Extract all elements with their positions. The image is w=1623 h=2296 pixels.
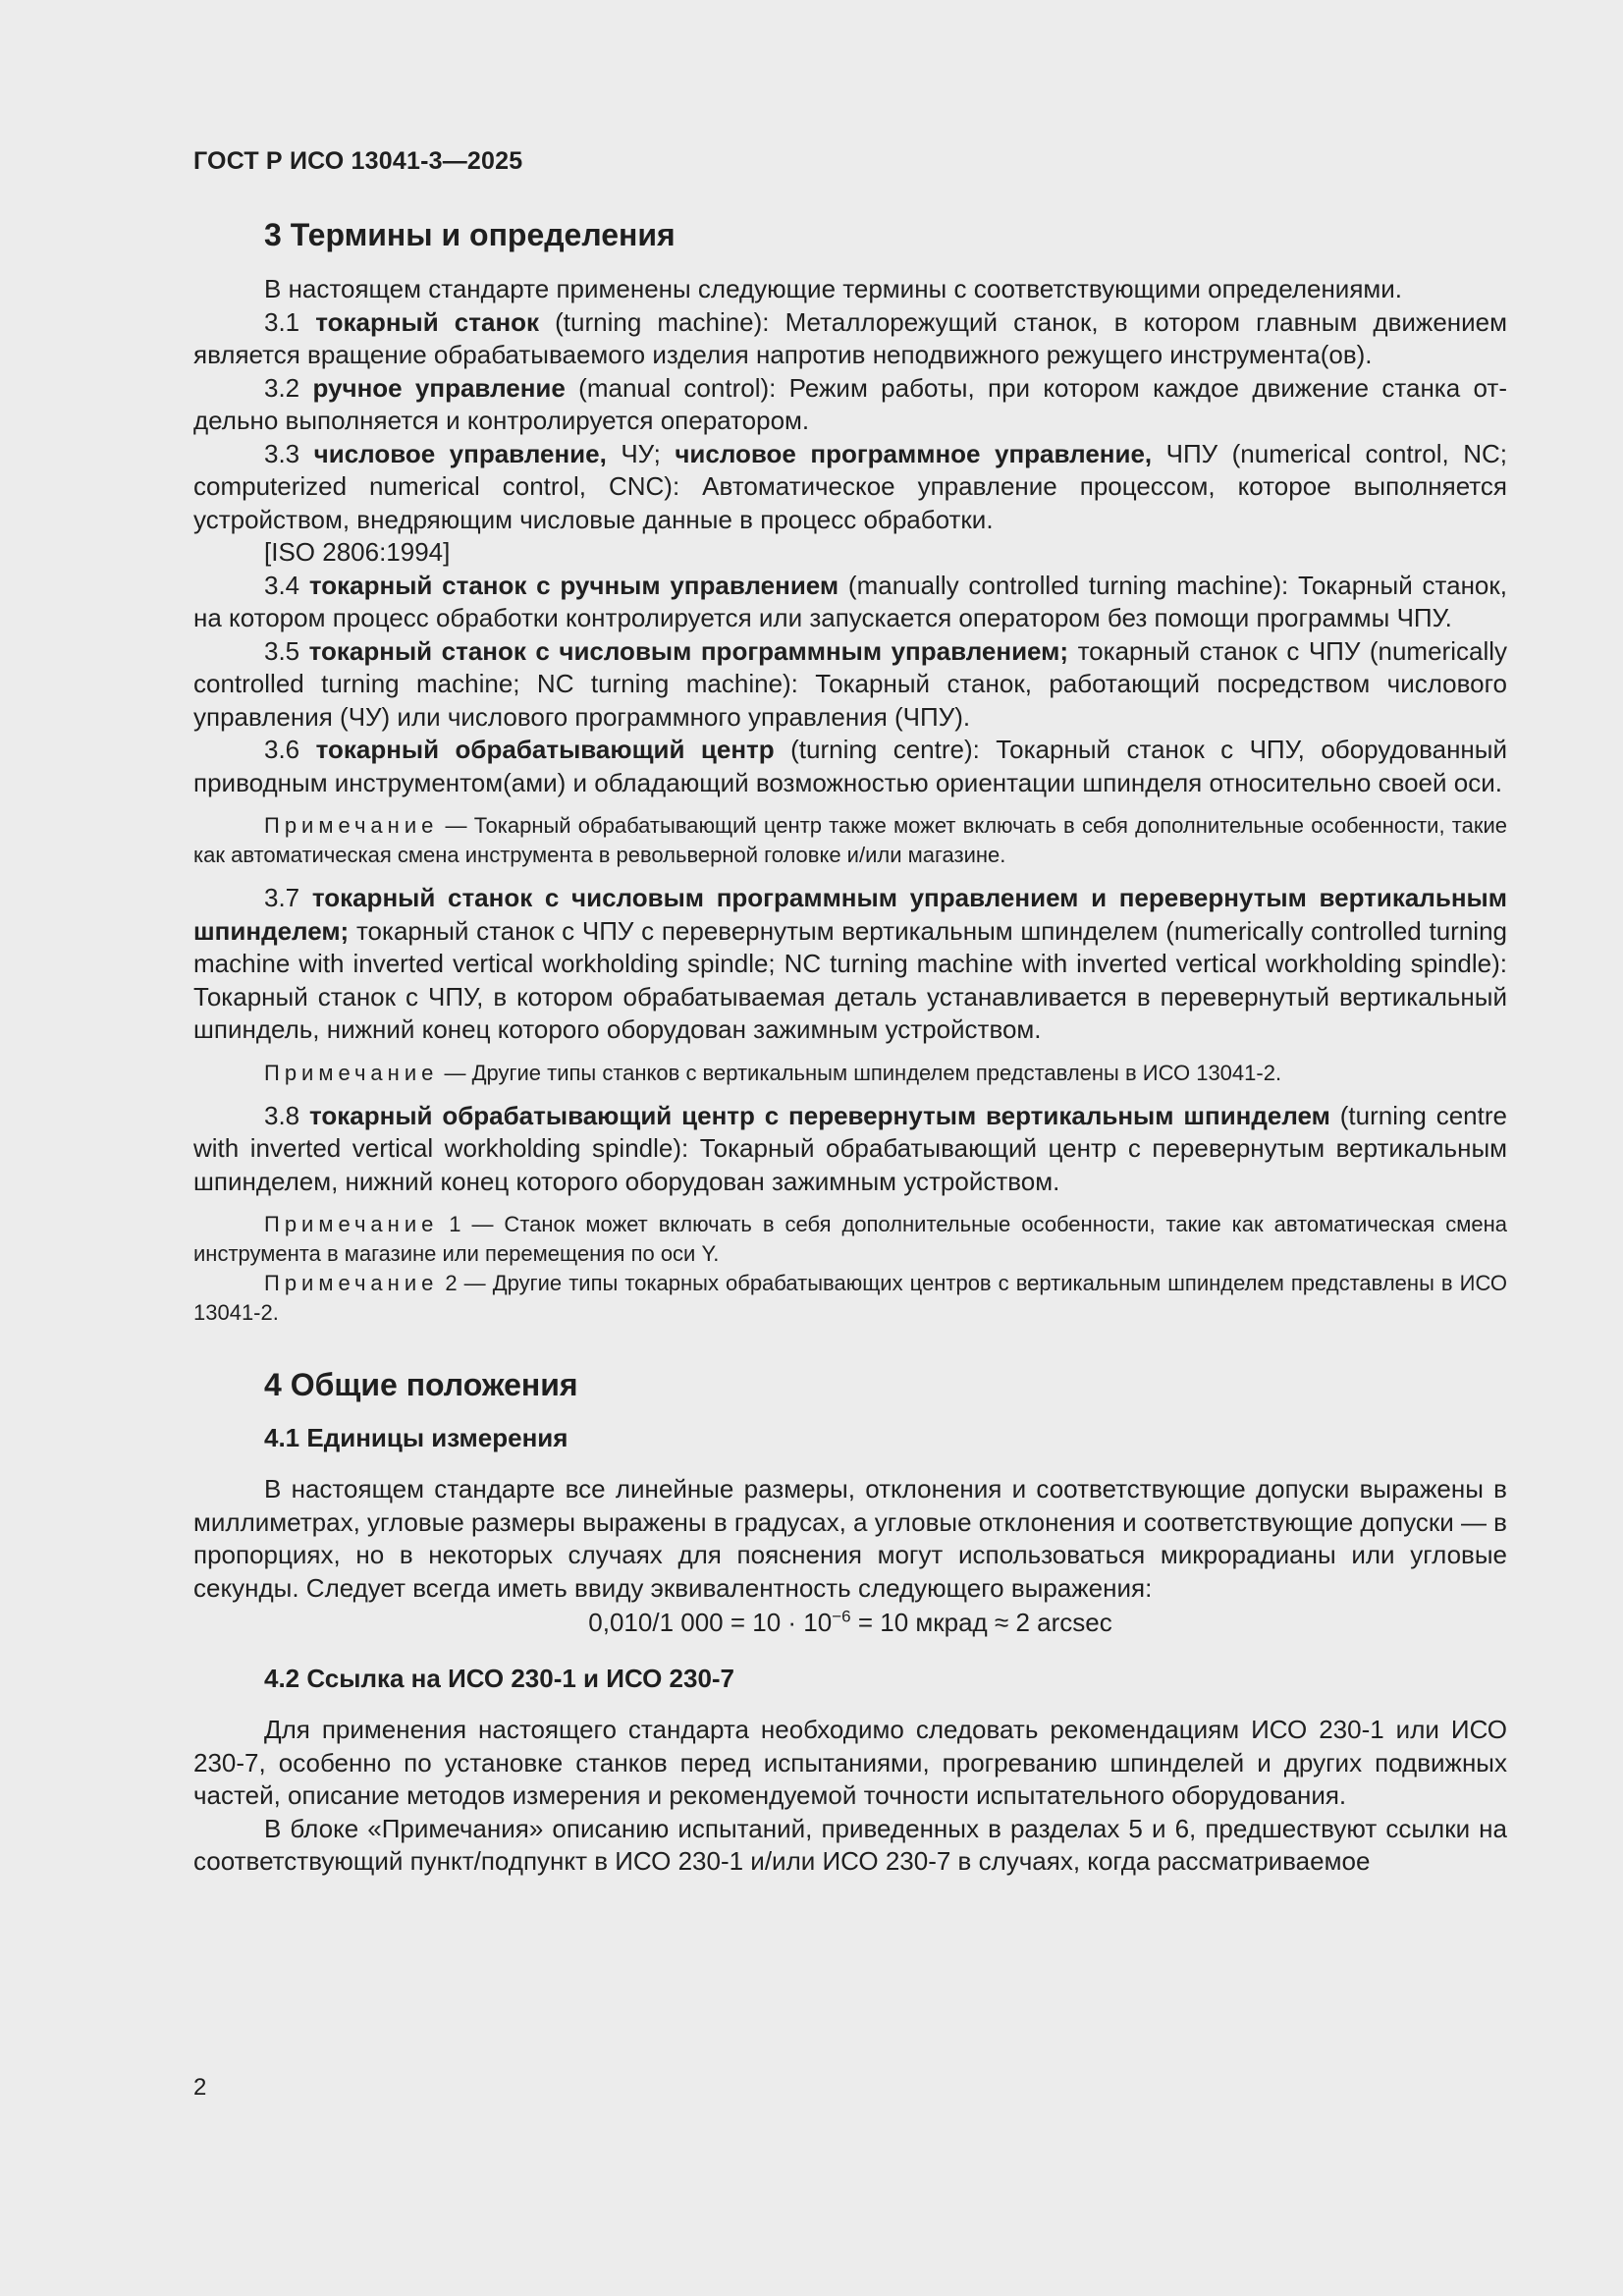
term-name: токарный станок с числовым программным управлением и перевернутым вертикальным шпинделем; [193, 883, 1507, 946]
term-name: числовое управление, [313, 438, 607, 468]
subsection-4-2-heading: 4.2 Ссылка на ИСО 230-1 и ИСО 230-7 [264, 1664, 735, 1693]
term-number: 3.1 [264, 306, 316, 337]
term-definition: (manually controlled turning machine): Токарный станок, на котором процесс обработки контролируется или запускается оператором без помощи программы ЧПУ. [193, 570, 1507, 632]
note-label: Примечание [264, 1060, 439, 1085]
term-definition: токарный станок с ЧПУ (numerically controlled turning machine; NC turning machine): Токарный станок, работающий посредством числового управления (ЧУ) или числового программного управления (ЧПУ). [193, 635, 1507, 732]
note-label: Примечание [264, 813, 439, 838]
term-name: токарный обрабатывающий центр с перевернутым вертикальным шпинделем [308, 1100, 1330, 1130]
term-number: 3.2 [264, 372, 313, 403]
term-number: 3.8 [264, 1100, 309, 1130]
section-spacer [193, 1328, 1507, 1367]
section-3-heading: 3 Термины и определения [264, 217, 676, 252]
term-name: токарный обрабатывающий центр [315, 735, 775, 764]
term-name: токарный станок [315, 306, 540, 337]
page-number: 2 [193, 2074, 207, 2101]
document-page [193, 147, 1507, 1879]
term-number: 3.3 [264, 438, 314, 468]
formula-part-a: 0,010/1 000 = 10 · 10 [588, 1608, 833, 1637]
term-3-8-note-2 [193, 1269, 1507, 1328]
term-3-4 [193, 570, 1507, 635]
term-3-6 [193, 734, 1507, 799]
term-number: 3.7 [264, 883, 312, 912]
term-definition: (turning centre with inverted vertical workholding spindle): Токарный обрабатывающий центр с перевернутым вертикальным шпинделем, нижний конец которого оборудован зажимным устройством. [193, 1100, 1507, 1196]
note-label: Примечание [264, 1271, 439, 1295]
term-3-7 [193, 882, 1507, 1047]
section-3-intro: В настоящем стандарте применены следующие термины с соответствующими определениями. [264, 274, 1403, 303]
subsection-4-2-paragraph-2: В блоке «Примечания» описанию испытаний, приведенных в разделах 5 и 6, предшествуют ссылки на соответствующий пункт/подпункт в ИСО 230-1 и/или ИСО 230-7 в случаях, когда рассматриваемое [193, 1813, 1507, 1876]
note-text: — Токарный обрабатывающий центр также может включать в себя дополнительные особенности, такие как автоматическая смена инструмента в револьверной головке и/или магазине. [193, 813, 1507, 867]
term-definition: (turning machine): Металлорежущий станок, в котором главным движением является вращение обрабатываемого изделия напротив неподвижного режущего инструмента(ов). [193, 306, 1507, 369]
equivalence-formula [193, 1605, 1507, 1640]
term-3-1 [193, 306, 1507, 372]
term-number: 3.6 [264, 735, 316, 764]
term-definition: токарный станок с ЧПУ с перевернутым вертикальным шпинделем (numerically controlled turning machine with inverted vertical workholding spindle; NC turning machine with inverted vertical workholding spindle): Токарный станок с ЧПУ, в котором обрабатываемая деталь устанавливается в перевернутый вертикальный шпиндель, нижний конец которого оборудован зажимным устройством. [193, 915, 1507, 1044]
term-3-3 [193, 438, 1507, 537]
term-name-alt: числовое программное управление, [675, 438, 1153, 468]
term-number: 3.5 [264, 635, 309, 666]
note-label: Примечание [264, 1212, 439, 1236]
note-text: 1 — Станок может включать в себя дополнительные особенности, такие как автоматическая смена инструмента в магазине или перемещения по оси Y. [193, 1212, 1507, 1266]
formula-exponent: −6 [832, 1607, 851, 1626]
term-3-3-reference: [ISO 2806:1994] [264, 537, 451, 567]
term-definition: (manual control): Режим работы, при котором каждое движение станка отдельно выполняется и контролируется оператором. [193, 372, 1507, 435]
term-definition: ЧПУ (numerical control, NC; computerized numerical control, CNC): Автоматическое управление процессом, которое выполняется устройством, внедряющим числовые данные в процесс обработки. [193, 438, 1508, 534]
note-text: — Другие типы станков с вертикальным шпинделем представлены в ИСО 13041-2. [438, 1060, 1282, 1085]
term-3-6-note [193, 811, 1507, 870]
subsection-spacer [193, 1640, 1507, 1664]
document-header: ГОСТ Р ИСО 13041-3—2025 [193, 147, 523, 175]
term-name: токарный станок с числовым программным управлением; [308, 635, 1069, 666]
note-text: 2 — Другие типы токарных обрабатывающих центров с вертикальным шпинделем представлены в ИСО 13041-2. [193, 1271, 1507, 1325]
subsection-4-1-paragraph: В настоящем стандарте все линейные размеры, отклонения и соответствующие допуски выражены в миллиметрах, угловые размеры выражены в градусах, а угловые отклонения и соответствующие допуски — в пропорциях, но в некоторых случаях для пояснения могут использоваться микрорадианы или угловые секунды. Следует всегда иметь ввиду эквивалентность следующего выражения: [193, 1474, 1507, 1603]
term-name: токарный станок с ручным управлением [308, 570, 839, 600]
section-4-heading: 4 Общие положения [264, 1367, 578, 1402]
term-3-7-note [193, 1059, 1507, 1088]
term-number: 3.4 [264, 570, 309, 600]
subsection-4-1-heading: 4.1 Единицы измерения [264, 1423, 568, 1452]
term-definition: (turning centre): Токарный станок с ЧПУ, оборудованный приводным инструментом(ами) и обладающий возможностью ориентации шпинделя относительно своей оси. [193, 735, 1507, 797]
formula-part-b: = 10 мкрад ≈ 2 arcsec [850, 1608, 1112, 1637]
term-3-8 [193, 1100, 1507, 1199]
term-3-2 [193, 372, 1507, 438]
subsection-4-2-paragraph-1: Для применения настоящего стандарта необходимо следовать рекомендациям ИСО 230-1 или ИСО 230-7, особенно по установке станков перед испытаниями, прогреванию шпинделей и других подвижных частей, описание методов измерения и рекомендуемой точности испытательного оборудования. [193, 1715, 1507, 1810]
term-abbr: ЧУ; [606, 438, 676, 468]
term-3-8-note-1 [193, 1210, 1507, 1269]
term-name: ручное управление [312, 372, 566, 403]
term-3-5 [193, 635, 1507, 735]
